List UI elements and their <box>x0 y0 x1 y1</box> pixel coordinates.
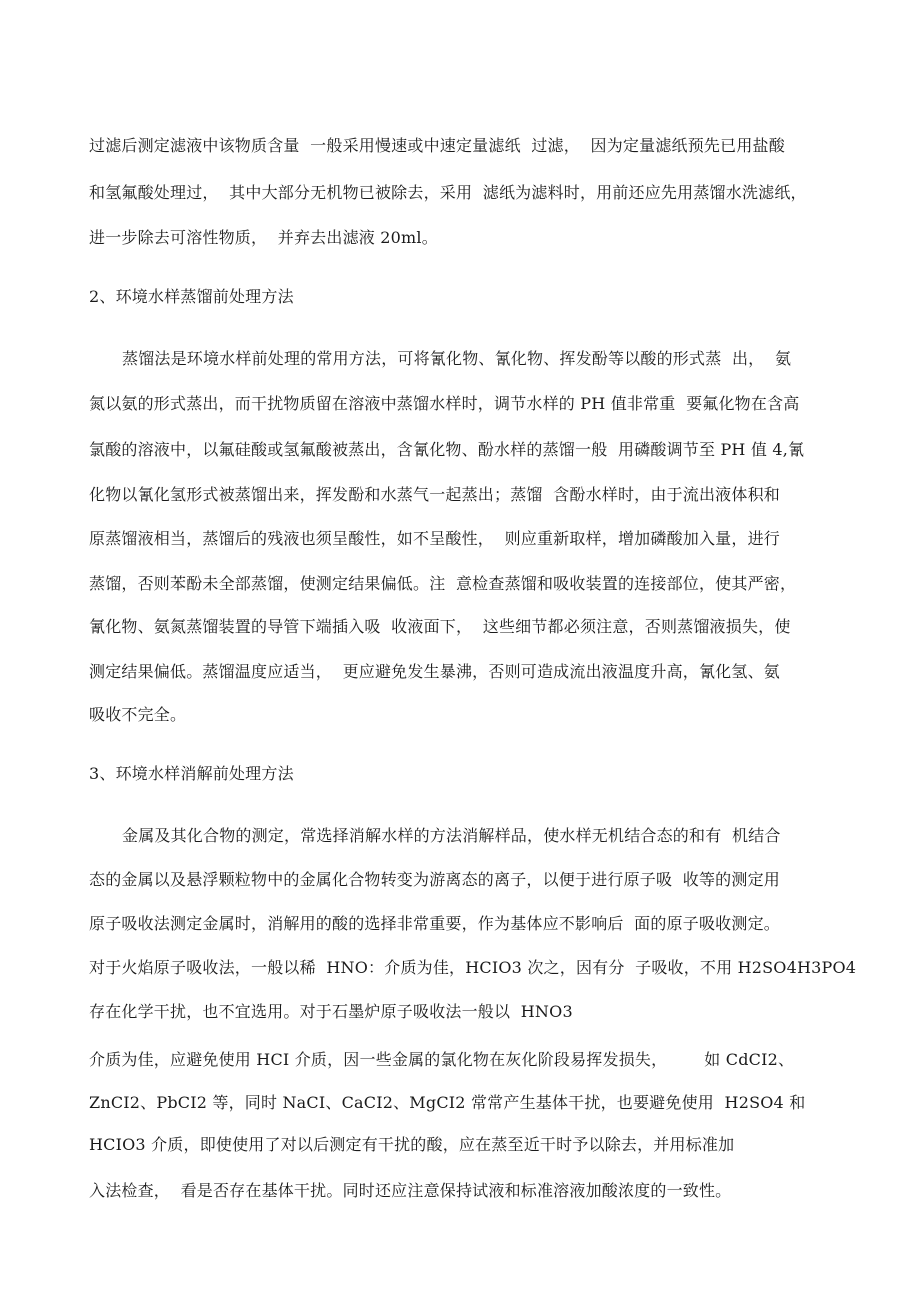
section-3-line-2: 态的金属以及悬浮颗粒物中的金属化合物转变为游离态的离子，以便于进行原子吸 收等的测定用 <box>89 870 780 889</box>
section-3-heading: 3、环境水样消解前处理方法 <box>89 764 294 783</box>
section-2-line-1: 蒸馏法是环境水样前处理的常用方法，可将氰化物、氰化物、挥发酚等以酸的形式蒸 出， 氨 <box>122 349 792 368</box>
section-2-heading: 2、环境水样蒸馏前处理方法 <box>89 287 294 306</box>
section-2-line-9: 吸收不完全。 <box>89 705 187 724</box>
section-3-line-4: 对于火焰原子吸收法，一般以稀 HNO：介质为佳，HCIO3 次之，因有分 子吸收，不用 H2SO4H3PO4 <box>89 958 857 977</box>
section-3-line-9: 入法检查， 看是否存在基体干扰。同时还应注意保持试液和标准溶液加酸浓度的一致性。 <box>89 1181 732 1200</box>
section-3-line-6: 介质为佳，应避免使用 HCI 介质，因一些金属的氯化物在灰化阶段易挥发损失， 如 CdCI2、 <box>89 1050 795 1069</box>
section-3-line-8: HCIO3 介质，即使使用了对以后测定有干扰的酸，应在蒸至近干时予以除去，并用标准加 <box>89 1135 735 1154</box>
section-3-line-7: ZnCI2、PbCI2 等，同时 NaCI、CaCI2、MgCI2 常常产生基体干扰，也要避免使用 H2SO4 和 <box>89 1093 806 1112</box>
section-3-line-1: 金属及其化合物的测定，常选择消解水样的方法消解样品，使水样无机结合态的和有 机结合 <box>122 826 781 845</box>
section-2-line-6: 蒸馏，否则苯酚未全部蒸馏，使测定结果偏低。注 意检查蒸馏和吸收装置的连接部位，使其严密， <box>89 574 797 593</box>
intro-line-1: 过滤后测定滤液中该物质含量 一般采用慢速或中速定量滤纸 过滤， 因为定量滤纸预先已用盐酸 <box>89 136 785 155</box>
section-2-line-3: 氯酸的溶液中，以氟硅酸或氢氟酸被蒸出，含氰化物、酚水样的蒸馏一般 用磷酸调节至 PH 值 4,氰 <box>89 440 805 459</box>
intro-line-3: 进一步除去可溶性物质， 并弃去出滤液 20ml。 <box>89 228 438 247</box>
section-3-line-5: 存在化学干扰，也不宜选用。对于石墨炉原子吸收法一般以 HNO3 <box>89 1002 573 1021</box>
section-2-line-8: 测定结果偏低。蒸馏温度应适当， 更应避免发生暴沸，否则可造成流出液温度升高，氰化氢、氨 <box>89 662 780 681</box>
section-3-line-3: 原子吸收法测定金属时，消解用的酸的选择非常重要，作为基体应不影响后 面的原子吸收测定。 <box>89 914 780 933</box>
section-2-line-7: 氰化物、氨氮蒸馏装置的导管下端插入吸 收液面下， 这些细节都必须注意，否则蒸馏液损失，使 <box>89 617 791 636</box>
section-2-line-5: 原蒸馏液相当，蒸馏后的残液也须呈酸性，如不呈酸性， 则应重新取样，增加磷酸加入量，进行 <box>89 529 780 548</box>
section-2-line-4: 化物以氰化氢形式被蒸馏出来，挥发酚和水蒸气一起蒸出；蒸馏 含酚水样时，由于流出液体积和 <box>89 485 780 504</box>
section-2-line-2: 氮以氨的形式蒸出，而干扰物质留在溶液中蒸馏水样时，调节水样的 PH 值非常重 要氟化物在含高 <box>89 394 800 413</box>
intro-line-2: 和氢氟酸处理过， 其中大部分无机物已被除去，采用 滤纸为滤料时，用前还应先用蒸馏水洗滤纸， <box>89 183 807 202</box>
